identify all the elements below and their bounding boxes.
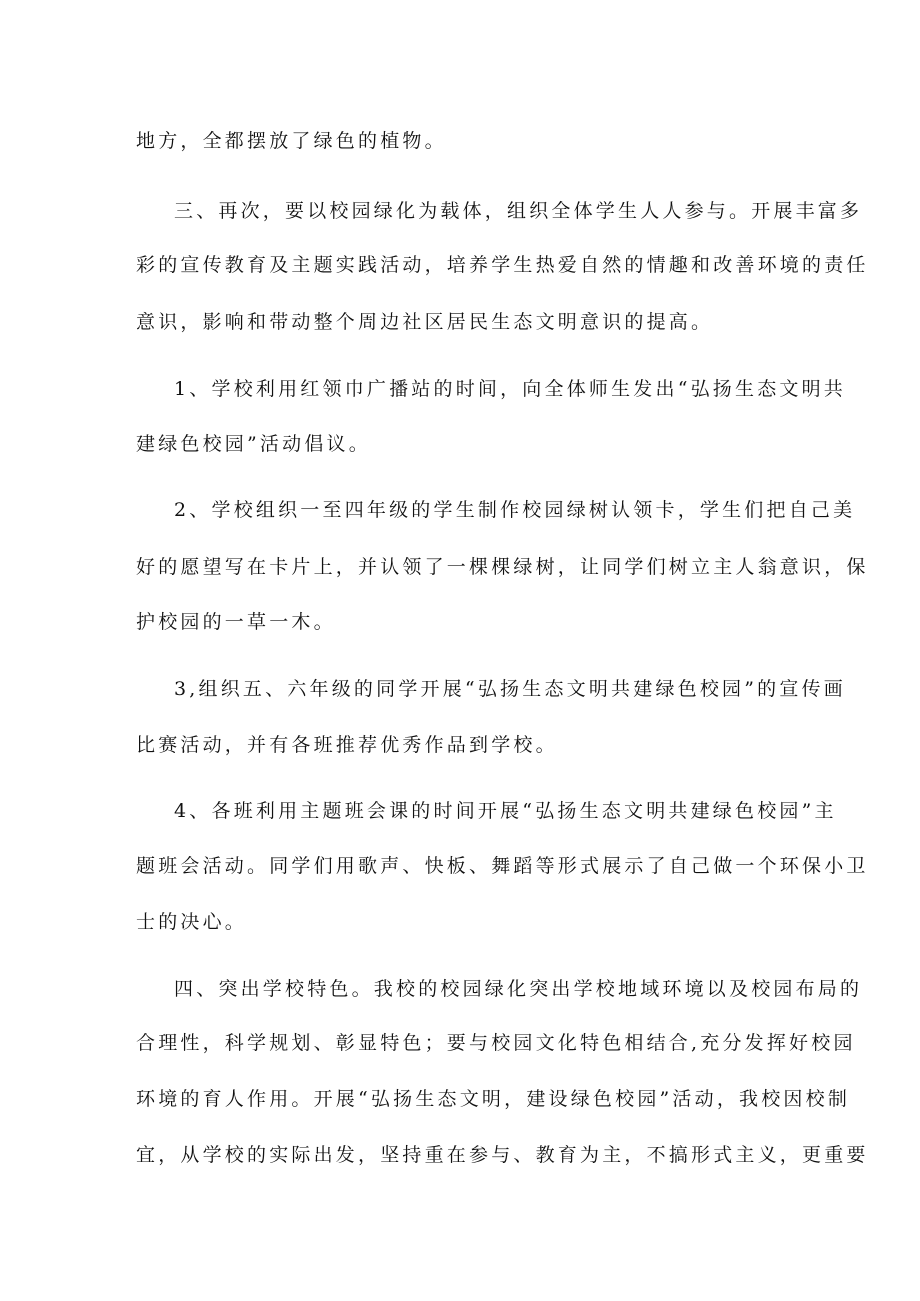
paragraph-6-line-3: 宜，从学校的实际出发，坚持重在参与、教育为主，不搞形式主义，更重要 [136,1144,869,1166]
paragraph-3-line-2: 护校园的一草一木。 [136,611,336,633]
paragraph-1-line-2: 意识，影响和带动整个周边社区居民生态文明意识的提高。 [136,311,714,333]
paragraph-6-line-2: 环境的育人作用。开展“弘扬生态文明，建设绿色校园”活动，我校因校制 [136,1088,851,1110]
paragraph-1-line-0: 三、再次，要以校园绿化为载体，组织全体学生人人参与。开展丰富多 [174,200,863,222]
paragraph-6-line-0: 四、突出学校特色。我校的校园绿化突出学校地域环境以及校园布局的 [174,978,863,1000]
paragraph-0-line-0: 地方，全都摆放了绿色的植物。 [136,130,447,152]
paragraph-2-line-1: 建绿色校园”活动倡议。 [136,433,371,455]
paragraph-5-line-1: 题班会活动。同学们用歌声、快板、舞蹈等形式展示了自己做一个环保小卫 [136,855,869,877]
paragraph-3-line-1: 好的愿望写在卡片上，并认领了一棵棵绿树，让同学们树立主人翁意识，保 [136,556,869,578]
paragraph-2-line-0: 1、学校利用红领巾广播站的时间，向全体师生发出“弘扬生态文明共 [174,378,847,400]
paragraph-6-line-1: 合理性，科学规划、彰显特色；要与校园文化特色相结合,充分发挥好校园 [136,1032,856,1054]
paragraph-4-line-1: 比赛活动，并有各班推荐优秀作品到学校。 [136,734,558,756]
paragraph-5-line-0: 4、各班利用主题班会课的时间开展“弘扬生态文明共建绿色校园”主 [174,800,837,822]
paragraph-5-line-2: 士的决心。 [136,911,248,933]
paragraph-3-line-0: 2、学校组织一至四年级的学生制作校园绿树认领卡，学生们把自己美 [174,499,856,521]
paragraph-1-line-1: 彩的宣传教育及主题实践活动，培养学生热爱自然的情趣和改善环境的责任 [136,254,869,276]
paragraph-4-line-0: 3,组织五、六年级的同学开展“弘扬生态文明共建绿色校园”的宣传画 [174,678,846,700]
